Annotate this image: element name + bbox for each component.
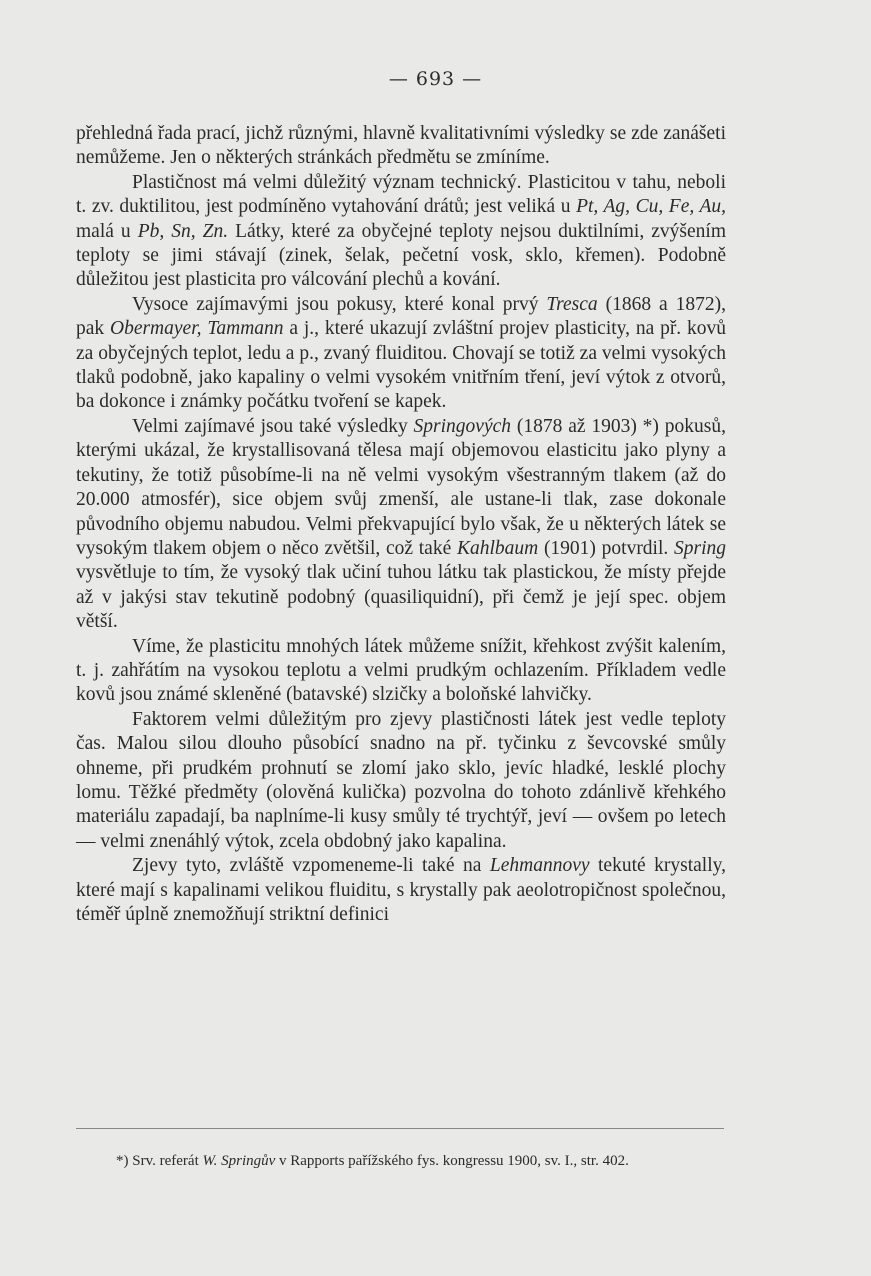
paragraph-p6 xyxy=(76,708,726,854)
text-run: přehledná řada prací, jichž různými, hlavně kvalitativními výsledky se zde zanášeti nemůžeme. Jen o některých stránkách předmětu se zmíníme. xyxy=(76,123,726,169)
italic-text: W. Springův xyxy=(202,1153,276,1169)
paragraph-p3 xyxy=(76,293,726,415)
text-run: (1878 až 1903) *) pokusů, kterými ukázal, že krystallisovaná tělesa mají objemovou elasticitu jako plyny a tekutiny, že totiž působíme-li na ně velmi vysokým všestranným tlakem (až do 20.000 atmosfér), sice objem svůj zmenší, ale ustane-li tlak, zase dokonale původního objemu nabudou. Velmi překvapující bylo však, že u některých látek se vysokým tlakem objem o něco zvětšil, což také xyxy=(76,415,726,559)
italic-text: Spring xyxy=(674,537,727,559)
text-run: a j., které ukazují zvláštní projev plasticity, na př. kovů za obyčejných teplot, ledu a p., zvaný fluiditou. Chovají se totiž za velmi vysokých tlaků podobně, jako kapaliny o velmi vysokém vnitřním tření, jeví výtok z otvorů, ba dokonce i známky počátku tvoření se kapek. xyxy=(76,318,727,413)
text-run: Faktorem velmi důležitým pro zjevy plastičnosti látek jest vedle teploty čas. Malou silou dlouho působící snadno na př. tyčinku z ševcovské smůly ohneme, při prudkém prohnutí se zlomí jako sklo, jevíc hladké, lesklé plochy lomu. Těžké předměty (olověná kulička) pozvolna do tohoto zdánlivě křehkého materiálu zapadají, ba naplníme-li kusy smůly té trychtýř, jeví — ovšem po letech — velmi znenáhlý výtok, zcela obdobný jako kapalina. xyxy=(76,708,726,852)
paragraph-p7 xyxy=(76,854,726,927)
italic-text: Kahlbaum xyxy=(456,537,539,559)
italic-text: Springových xyxy=(413,415,512,437)
paragraph-p1 xyxy=(76,122,726,171)
text-run: *) Srv. referát xyxy=(116,1153,203,1169)
body-text xyxy=(76,122,726,927)
footnote-rule xyxy=(76,1128,724,1129)
text-run: Vysoce zajímavými jsou pokusy, které konal prvý xyxy=(132,293,547,315)
page-number: — 693 — xyxy=(388,68,483,90)
text-run: v Rapports pařížského fys. kongressu 1900, sv. I., str. 402. xyxy=(275,1153,629,1169)
footnote xyxy=(76,1150,724,1172)
text-run: Látky, které za obyčejné teploty nejsou duktilními, zvýšením teploty se jimi stávají (zinek, šelak, pečetní vosk, sklo, křemen). Podobně důležitou jest plasticita pro válcování plechů a kování. xyxy=(76,220,726,291)
italic-text: Tresca xyxy=(546,293,598,315)
footnote-text xyxy=(76,1150,724,1172)
paragraph-p5 xyxy=(76,635,726,708)
italic-text: Pt, Ag, Cu, Fe, Au, xyxy=(576,196,726,218)
text-run: Velmi zajímavé jsou také výsledky xyxy=(132,415,414,437)
text-run: malá u xyxy=(76,220,138,242)
paragraph-p2 xyxy=(76,171,726,293)
paragraph-p4 xyxy=(76,415,726,635)
text-run: Víme, že plasticitu mnohých látek můžeme snížit, křehkost zvýšit kalením, t. j. zahřátím na vysokou teplotu a velmi prudkým ochlazením. Příkladem vedle kovů jsou známé skleněné (batavské) slzičky a boloňské lahvičky. xyxy=(76,635,726,706)
italic-text: Obermayer, Tammann xyxy=(109,318,284,340)
italic-text: Lehmannovy xyxy=(489,855,590,877)
text-run: (1868 a 1872), pak xyxy=(76,293,726,340)
text-run: (1901) potvrdil. xyxy=(538,537,674,559)
italic-text: Pb, Sn, Zn. xyxy=(137,220,229,242)
text-run: tekuté krystally, které mají s kapalinami velikou fluiditu, s krystally pak aeolotropičnost společnou, téměř úplně znemožňují striktní definici xyxy=(76,855,726,925)
text-run: Plastičnost má velmi důležitý význam technický. Plasticitou v tahu, neboli t. zv. duktilitou, jest podmíněno vytahování drátů; jest veliká u xyxy=(76,171,726,218)
text-run: vysvětluje to tím, že vysoký tlak učiní tuhou látku tak plastickou, že místy přejde až v jakýsi stav tekutině podobný (quasiliquidní), při čemž je její spec. objem větší. xyxy=(76,562,726,633)
text-run: Zjevy tyto, zvláště vzpomeneme-li také na xyxy=(132,855,490,877)
